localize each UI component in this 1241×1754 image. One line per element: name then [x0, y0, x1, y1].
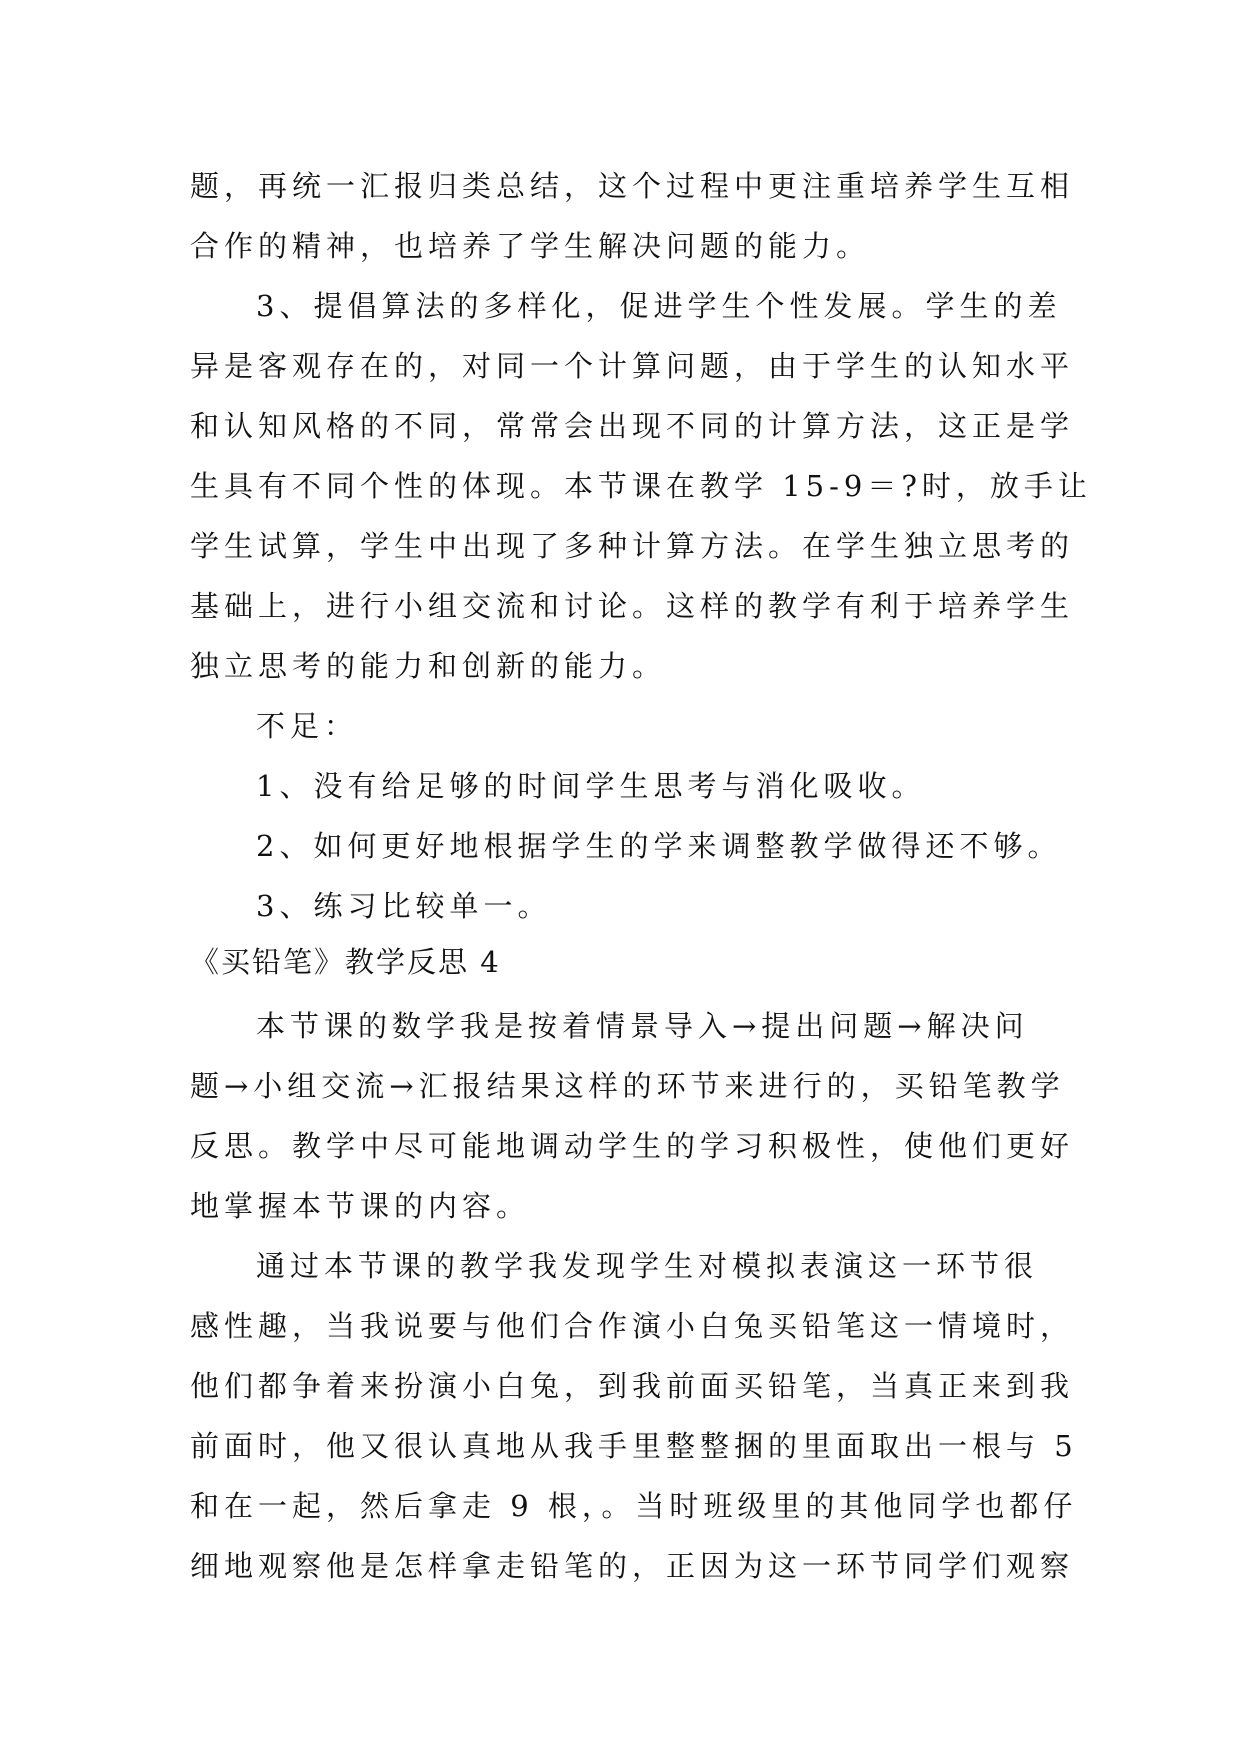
paragraph — [190, 696, 1060, 756]
text-line: 基础上，进行小组交流和讨论。这样的教学有利于培养学生 — [190, 589, 1075, 623]
text-line: 合作的精神，也培养了学生解决问题的能力。 — [190, 229, 871, 263]
paragraph — [190, 1236, 1078, 1596]
text-line: 感性趣，当我说要与他们合作演小白兔买铅笔这一情境时， — [190, 1309, 1075, 1343]
paragraph — [190, 996, 1075, 1236]
text-line: 地掌握本节课的内容。 — [190, 1189, 531, 1223]
text-line: 生具有不同个性的体现。本节课在教学 15-9＝?时，放手让 — [190, 469, 1092, 503]
paragraph — [190, 816, 1060, 876]
text-line: 学生试算，学生中出现了多种计算方法。在学生独立思考的 — [190, 529, 1075, 563]
section-title: 《买铅笔》教学反思 4 — [190, 945, 501, 979]
text-line: 前面时，他又很认真地从我手里整整捆的里面取出一根与 5 — [190, 1429, 1078, 1463]
paragraph — [190, 876, 1060, 936]
text-line: 3、练习比较单一。 — [256, 889, 552, 923]
text-line: 他们都争着来扮演小白兔，到我前面买铅笔，当真正来到我 — [190, 1369, 1075, 1403]
text-line: 异是客观存在的，对同一个计算问题，由于学生的认知水平 — [190, 349, 1075, 383]
paragraph — [190, 276, 1092, 696]
text-line: 本节课的数学我是按着情景导入→提出问题→解决问 — [256, 1009, 1029, 1043]
text-line: 1、没有给足够的时间学生思考与消化吸收。 — [256, 769, 926, 803]
paragraph — [190, 156, 1075, 276]
text-line: 细地观察他是怎样拿走铅笔的，正因为这一环节同学们观察 — [190, 1549, 1075, 1583]
text-line: 题，再统一汇报归类总结，这个过程中更注重培养学生互相 — [190, 169, 1075, 203]
text-line: 和认知风格的不同，常常会出现不同的计算方法，这正是学 — [190, 409, 1075, 443]
text-line: 独立思考的能力和创新的能力。 — [190, 649, 667, 683]
text-line: 3、提倡算法的多样化，促进学生个性发展。学生的差 — [256, 289, 1062, 323]
paragraph — [190, 756, 1060, 816]
text-line: 2、如何更好地根据学生的学来调整教学做得还不够。 — [256, 829, 1062, 863]
text-line: 和在一起，然后拿走 9 根，。当时班级里的其他同学也都仔 — [190, 1489, 1078, 1523]
text-line: 反思。教学中尽可能地调动学生的学习积极性，使他们更好 — [190, 1129, 1075, 1163]
text-line: 通过本节课的教学我发现学生对模拟表演这一环节很 — [256, 1249, 1039, 1283]
document-body — [190, 156, 1092, 1596]
text-line: 题→小组交流→汇报结果这样的环节来进行的，买铅笔教学 — [190, 1069, 1065, 1103]
text-line: 不足： — [256, 709, 359, 743]
